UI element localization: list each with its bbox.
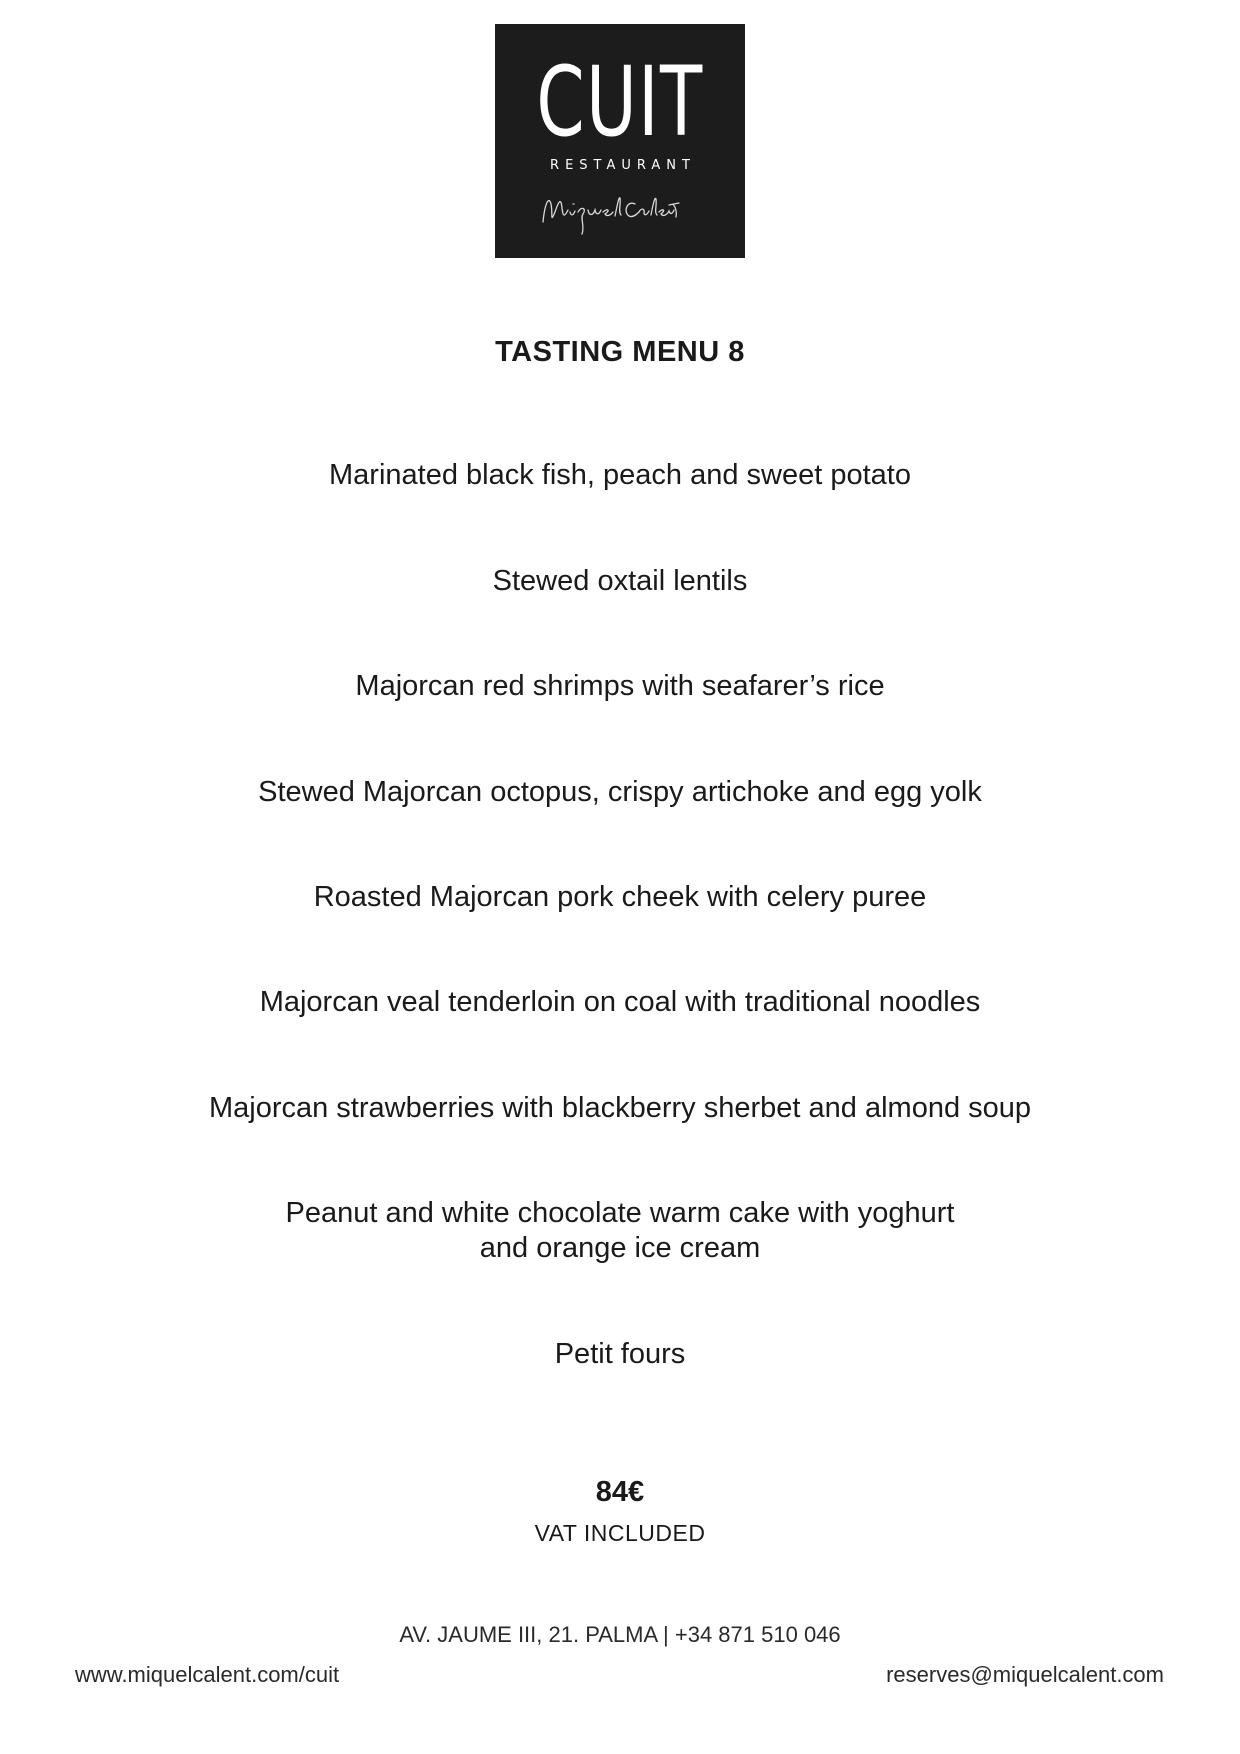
signature-icon <box>535 182 685 242</box>
restaurant-logo <box>495 24 745 258</box>
menu-course: Roasted Majorcan pork cheek with celery puree <box>313 881 927 913</box>
menu-course: Majorcan strawberries with blackberry sherbet and almond soup <box>208 1092 1032 1124</box>
logo-name: CUIT <box>536 46 704 158</box>
menu-course: Petit fours <box>554 1338 686 1370</box>
footer-address: AV. JAUME III, 21. PALMA | +34 871 510 046 <box>399 1622 841 1647</box>
menu-course: Stewed Majorcan octopus, crispy artichoke and egg yolk <box>258 776 982 808</box>
menu-title: TASTING MENU 8 <box>495 336 745 368</box>
menu-course <box>0 1196 1240 1266</box>
menu-course: Majorcan red shrimps with seafarer’s rice <box>355 670 885 702</box>
vat-note: VAT INCLUDED <box>534 1520 706 1546</box>
menu-price: 84€ <box>595 1476 645 1508</box>
footer-website-link[interactable]: www.miquelcalent.com/cuit <box>75 1662 340 1687</box>
menu-course-line: Peanut and white chocolate warm cake with yoghurt <box>285 1197 955 1229</box>
menu-course: Majorcan veal tenderloin on coal with traditional noodles <box>259 986 981 1018</box>
menu-course-line: and orange ice cream <box>479 1232 761 1264</box>
logo-subtitle: RESTAURANT <box>550 158 696 173</box>
menu-course: Stewed oxtail lentils <box>492 565 748 597</box>
menu-course: Marinated black fish, peach and sweet potato <box>329 459 911 491</box>
footer-email-link[interactable]: reserves@miquelcalent.com <box>886 1662 1164 1687</box>
